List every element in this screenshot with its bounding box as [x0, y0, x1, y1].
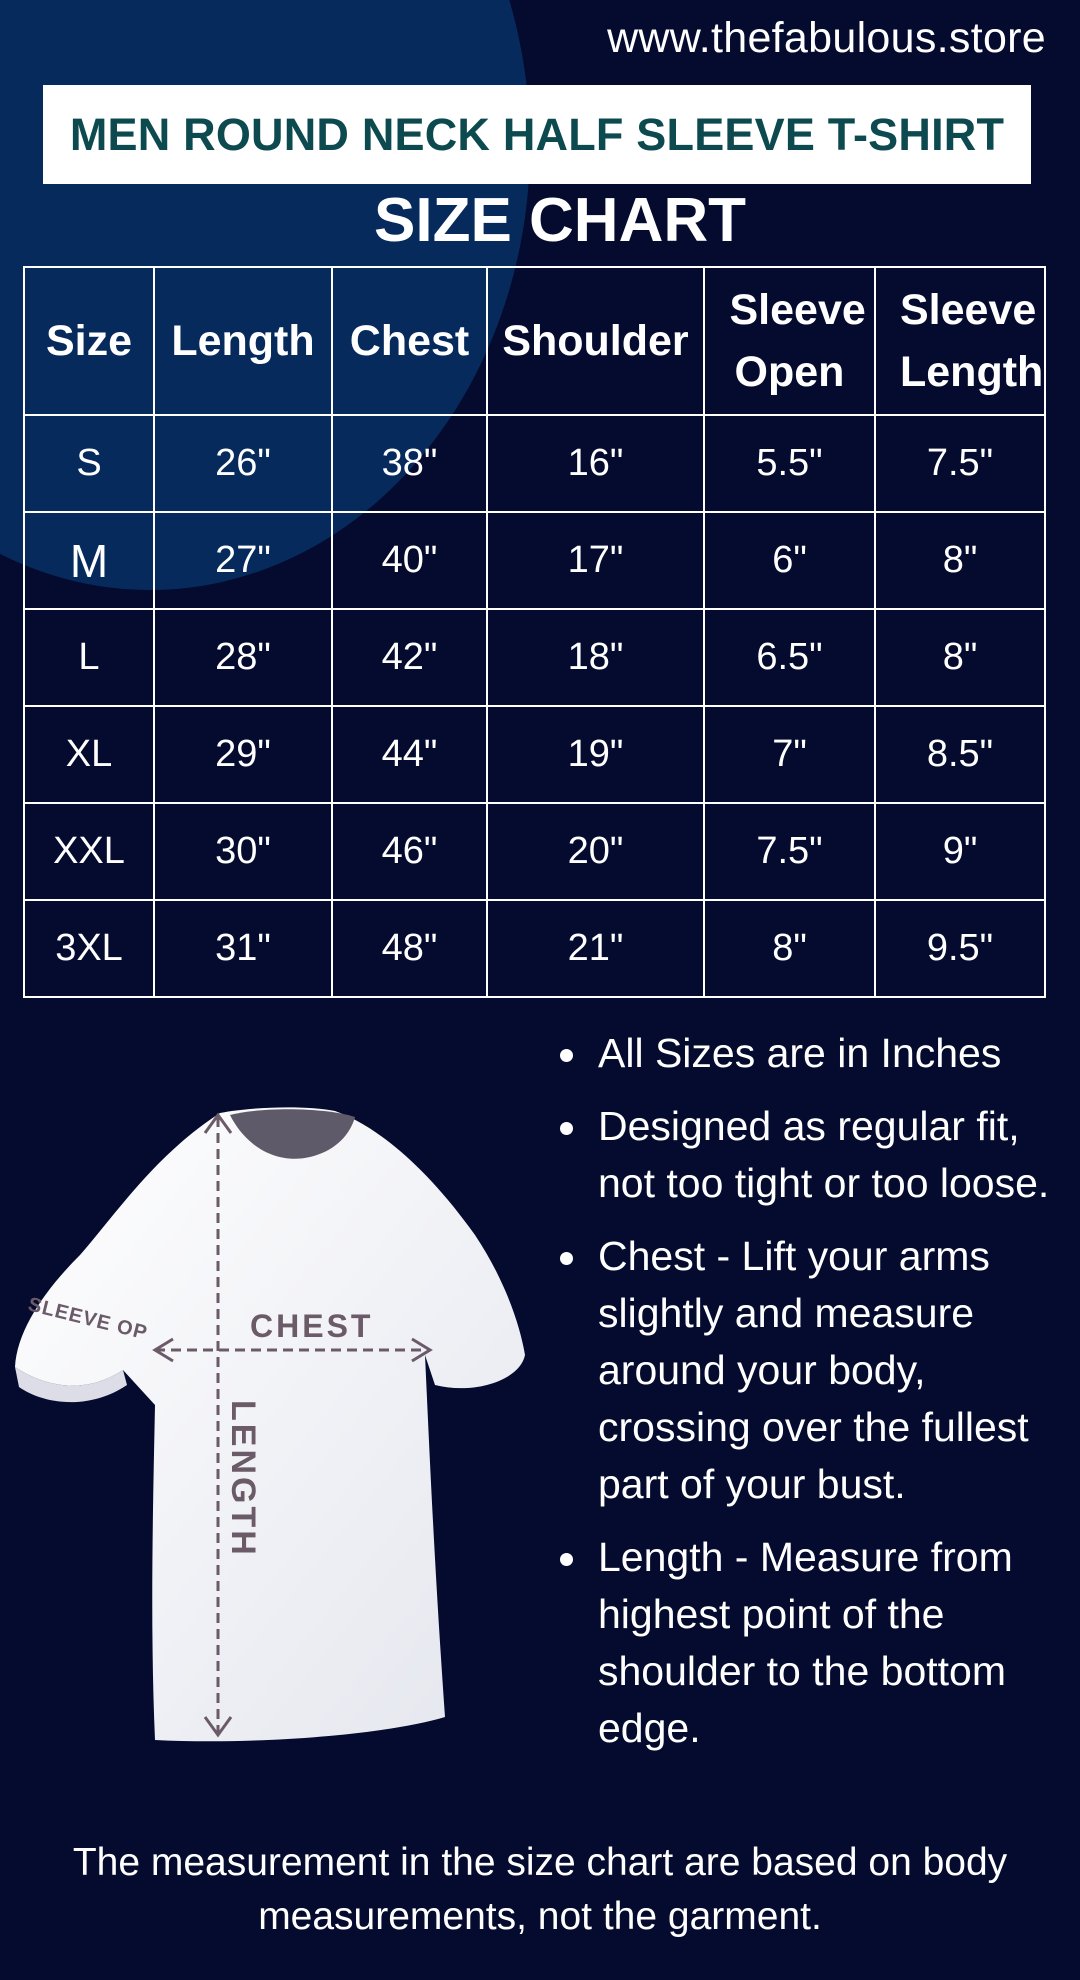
shirt-body [15, 1107, 525, 1741]
cell-shoulder: 19" [487, 706, 704, 803]
cell-sleeve-length: 8.5" [875, 706, 1045, 803]
cell-length: 26" [154, 415, 332, 512]
cell-sleeve-open: 7.5" [704, 803, 875, 900]
list-item [540, 1529, 1080, 1757]
header-wrap: Sleeve Length [900, 286, 1044, 396]
bullet-icon [560, 1252, 573, 1265]
cell-shoulder: 16" [487, 415, 704, 512]
list-item [540, 1025, 1080, 1082]
product-title: MEN ROUND NECK HALF SLEEVE T-SHIRT [69, 108, 1005, 160]
cell-shoulder: 17" [487, 512, 704, 609]
table-row [24, 706, 1045, 803]
table-row [24, 900, 1045, 997]
notes-list [540, 1025, 1080, 1773]
table-row [24, 415, 1045, 512]
bullet-icon [560, 1553, 573, 1566]
cell-shoulder: 20" [487, 803, 704, 900]
cell-length: 28" [154, 609, 332, 706]
list-item [540, 1098, 1080, 1212]
cell-chest: 46" [332, 803, 487, 900]
cell-size: 3XL [24, 900, 154, 997]
size-chart-title: SIZE CHART [374, 186, 746, 255]
cell-sleeve-open: 8" [704, 900, 875, 997]
table-row [24, 803, 1045, 900]
size-table [23, 266, 1046, 998]
chest-label: CHEST [250, 1308, 374, 1344]
site-url[interactable]: www.thefabulous.store [607, 14, 1046, 62]
cell-shoulder: 21" [487, 900, 704, 997]
note-text: All Sizes are in Inches [598, 1030, 1002, 1076]
cell-chest: 42" [332, 609, 487, 706]
header-wrap: Sleeve Open [729, 286, 866, 396]
cell-length: 30" [154, 803, 332, 900]
cell-size: L [24, 609, 154, 706]
cell-sleeve-length: 7.5" [875, 415, 1045, 512]
bullet-icon [560, 1122, 573, 1135]
cell-length: 27" [154, 512, 332, 609]
column-header-shoulder: Shoulder [487, 267, 704, 415]
list-item [540, 1228, 1080, 1513]
cell-sleeve-open: 5.5" [704, 415, 875, 512]
column-header-length: Length [154, 267, 332, 415]
column-header-chest: Chest [332, 267, 487, 415]
cell-chest: 44" [332, 706, 487, 803]
cell-sleeve-length: 8" [875, 512, 1045, 609]
cell-size: XL [24, 706, 154, 803]
cell-length: 29" [154, 706, 332, 803]
note-text: Chest - Lift your arms slightly and measure around your body, crossing over the fullest part of your bust. [598, 1233, 1029, 1507]
product-title-box [43, 85, 1031, 184]
cell-sleeve-open: 6.5" [704, 609, 875, 706]
cell-shoulder: 18" [487, 609, 704, 706]
cell-sleeve-length: 9.5" [875, 900, 1045, 997]
cell-size: XXL [24, 803, 154, 900]
table-row [24, 512, 1045, 609]
tshirt-illustration [5, 1105, 530, 1750]
cell-sleeve-open: 6" [704, 512, 875, 609]
note-text: Designed as regular fit, not too tight or too loose. [598, 1103, 1050, 1206]
cell-sleeve-length: 9" [875, 803, 1045, 900]
note-text: Length - Measure from highest point of the shoulder to the bottom edge. [598, 1534, 1013, 1751]
cell-size: M [24, 512, 154, 609]
cell-chest: 40" [332, 512, 487, 609]
table-row [24, 609, 1045, 706]
cell-length: 31" [154, 900, 332, 997]
column-header-sleeve-open [704, 267, 875, 415]
length-label: LENGTH [224, 1400, 262, 1558]
column-header-size: Size [24, 267, 154, 415]
bullet-icon [560, 1049, 573, 1062]
cell-chest: 48" [332, 900, 487, 997]
column-header-sleeve-length [875, 267, 1045, 415]
cell-sleeve-open: 7" [704, 706, 875, 803]
table-header-row [24, 267, 1045, 415]
cell-sleeve-length: 8" [875, 609, 1045, 706]
cell-size: S [24, 415, 154, 512]
footer-disclaimer: The measurement in the size chart are based on body measurements, not the garment. [72, 1841, 1008, 1938]
sleeve-open-label: SLEEVE OP [25, 1293, 150, 1345]
cell-chest: 38" [332, 415, 487, 512]
